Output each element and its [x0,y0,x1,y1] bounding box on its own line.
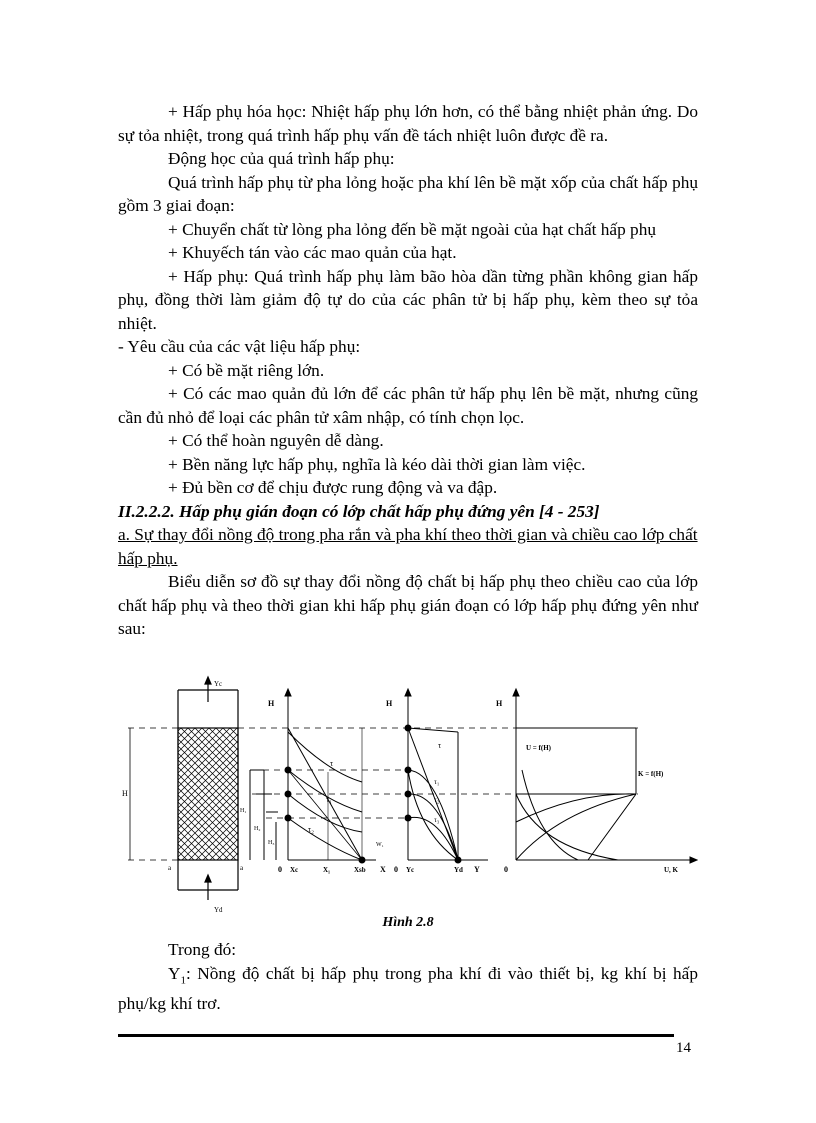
adsorption-diagram [118,672,698,922]
list-item-diffusion: + Khuyếch tán vào các mao quản của hạt. [168,243,457,262]
label-tau-g: τ [438,741,442,750]
label-h-col: H [122,789,128,798]
label-x-zero: 0 [278,865,282,874]
label-tau1: τ [330,759,334,768]
label-y-axis: Y [474,865,480,874]
list-item-regeneration: + Có thể hoàn nguyên dễ dàng. [168,431,384,450]
label-h2: H [386,699,393,708]
symbol-y: Y [168,963,181,983]
label-uk-axis: U, K [664,866,678,874]
section-heading: II.2.2.2. Hấp phụ gián đoạn có lớp chất hấp phụ đứng yên [4 - 253] [118,501,600,521]
label-u-fh: U = f(H) [526,744,551,752]
body-text-bottom [118,938,698,1016]
label-y-zero: 0 [394,865,398,874]
label-h-sub3: H₃ [268,840,275,846]
label-a-right: a [240,864,244,872]
paragraph-kinetics-desc: Quá trình hấp phụ từ pha lỏng hoặc pha khí lên bề mặt xốp của chất hấp phụ gồm 3 giai đoạn: [118,172,698,215]
paragraph-requirements-title: - Yêu cầu của các vật liệu hấp phụ: [118,337,361,356]
list-item-durability: + Bền năng lực hấp phụ, nghĩa là kéo dài thời gian làm việc. [168,454,586,474]
label-yc: Yc [214,680,223,688]
label-a-left: a [168,864,172,872]
paragraph-figure-intro: Biểu diễn sơ đồ sự thay đổi nồng độ chất bị hấp phụ theo chiều cao của lớp chất hấp phụ và theo thời gian khi hấp phụ gián đoạn có lớp hấp phụ đứng yên như sau: [118,572,698,638]
label-yc2: Yc [406,866,415,874]
panel-gas-phase [405,689,488,863]
y1-definition-text: : Nồng độ chất bị hấp phụ trong pha khí đi vào thiết bị, kg khí bị hấp phụ/kg khí trơ. [118,963,698,1014]
label-k-fh: K = f(H) [638,770,664,778]
list-item-surface: + Có bề mặt riêng lớn. [168,360,325,380]
body-text-top [118,100,698,641]
label-x1: X₁ [323,866,331,874]
label-tau2b: τ₂ [308,825,315,834]
label-h-sub1: H₁ [240,808,247,814]
paragraph-y1-definition [118,962,698,1016]
panel-uk [513,689,697,863]
page-number: 14 [676,1040,691,1056]
label-uk-zero: 0 [504,865,508,874]
label-x-axis: X [380,865,386,874]
label-w1: W₁ [376,842,384,848]
label-yd: Yd [214,906,223,914]
label-tau2-g: τ₂ [434,796,440,804]
list-item-transfer: + Chuyển chất từ lòng pha lỏng đến bề mặt ngoài của hạt chất hấp phụ [168,219,656,239]
footer-rule [118,1034,674,1037]
paragraph-kinetics-title: Động học của quá trình hấp phụ: [168,149,395,168]
label-h3: H [496,699,503,708]
subsection-heading: a. Sự thay đổi nồng độ trong pha rắn và pha khí theo thời gian và chiều cao lớp chất hấp phụ. [118,525,698,568]
label-xc: Xc [290,866,299,874]
symbol-y-sub: 1 [180,973,186,986]
label-h-sub2: H₂ [254,826,261,832]
paragraph-where: Trong đó: [168,940,237,959]
label-xsb: Xsb [354,866,366,874]
label-yd2: Yd [454,866,463,874]
list-item-mechanical: + Đủ bền cơ để chịu được rung động và va đập. [168,478,498,497]
figure-caption: Hình 2.8 [382,915,434,930]
paragraph-chemical-adsorption: + Hấp phụ hóa học: Nhiệt hấp phụ lớn hơn, có thể bằng nhiệt phản ứng. Do sự tỏa nhiệt, trong quá trình hấp phụ vấn đề tách nhiệt luôn được đề ra. [118,102,698,145]
list-item-adsorption: + Hấp phụ: Quá trình hấp phụ làm bão hòa dần từng phần không gian hấp phụ, đồng thời làm giảm độ tự do của các phân tử bị hấp phụ, kèm theo sự tỏa nhiệt. [118,266,698,333]
column-vessel [130,677,238,900]
list-item-capillaries: + Có các mao quản đủ lớn để các phân tử hấp phụ lên bề mặt, nhưng cũng cần đủ nhỏ để loại các phân tử xâm nhập, có tính chọn lọc. [118,384,698,427]
panel-solid-phase [250,689,376,863]
label-tau3-g: τ₃ [434,816,440,824]
label-h1: H [268,699,275,708]
label-tau1b: τ₁ [326,795,333,804]
label-tau1-g: τ₁ [434,778,440,786]
